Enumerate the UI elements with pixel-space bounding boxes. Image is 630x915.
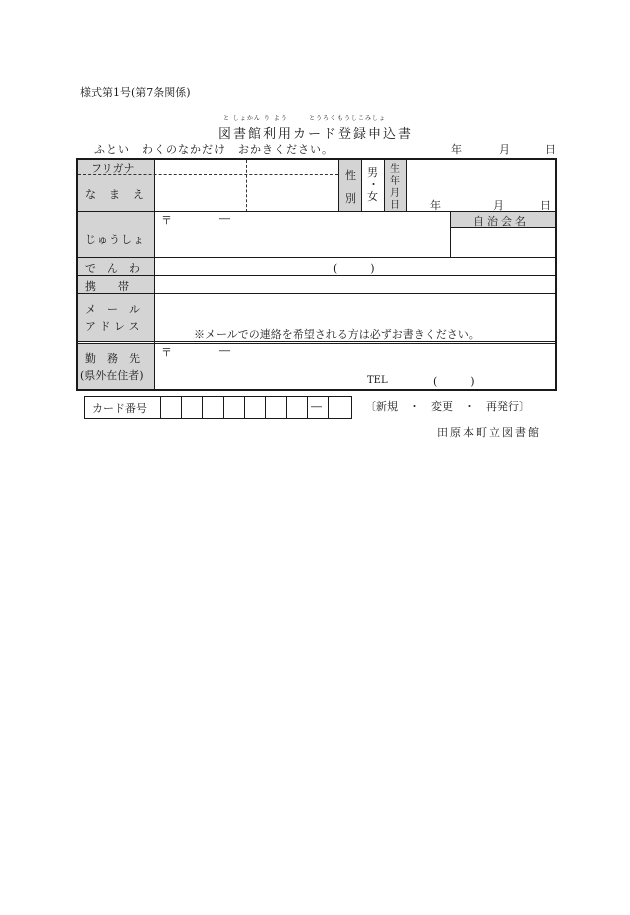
sex-label-bottom: 別	[345, 192, 356, 205]
date-month-label: 月	[499, 143, 510, 156]
birth-day-label: 日	[540, 199, 551, 212]
card-issue-options[interactable]: 〔新規 ・ 変更 ・ 再発行〕	[365, 400, 530, 413]
date-day-label: 日	[545, 143, 556, 156]
birth-right-border	[406, 159, 407, 212]
phone-area-code: ( )	[333, 262, 375, 275]
date-year-label: 年	[451, 143, 462, 156]
name-label: な ま え	[85, 188, 145, 201]
sex-left-border	[338, 159, 339, 212]
work-label-top: 勤 務 先	[85, 352, 140, 365]
table-border-top	[76, 158, 557, 160]
work-postal-mark: 〒	[161, 346, 172, 359]
row-divider-name	[77, 211, 556, 212]
title-ruby-toshokan: と しょかん り よう	[223, 115, 288, 122]
birth-label-4: 日	[390, 200, 400, 211]
phone-label: で ん わ	[85, 262, 140, 275]
birth-left-border	[384, 159, 385, 212]
birth-month-label: 月	[493, 199, 504, 212]
row-divider-phone	[77, 275, 556, 276]
furigana-label: フリガナ	[91, 162, 135, 175]
birth-label-3: 月	[390, 188, 400, 199]
form-id: 様式第1号(第7条関係)	[80, 86, 191, 99]
address-postal-mark: 〒	[161, 214, 172, 227]
sex-option-female[interactable]: 女	[367, 190, 378, 203]
table-border-bottom	[76, 389, 557, 391]
card-digit-divider	[328, 397, 329, 418]
row-divider-email-2	[77, 343, 556, 344]
work-tel-area-code: ( )	[433, 375, 475, 388]
card-digit-divider	[265, 397, 266, 418]
card-digit-divider	[286, 397, 287, 418]
birth-label-1: 生	[390, 164, 400, 175]
card-number-dash: ―	[311, 400, 322, 413]
row-divider-address	[77, 257, 556, 258]
email-label-bottom: ア ド レ ス	[85, 320, 140, 333]
title-ruby-touroku: とうろくもうしこみしょ	[309, 115, 387, 122]
form-title: 図書館利用カード登録申込書	[218, 127, 414, 142]
address-postal-dash: ―	[219, 212, 230, 225]
instruction-text: ふとい わくのなかだけ おかきください。	[94, 143, 334, 156]
name-split-divider	[246, 160, 247, 212]
row-divider-mobile	[77, 293, 556, 294]
email-label-top: メ ー ル	[85, 303, 140, 316]
jichikai-label: 自治会名	[473, 215, 529, 228]
sex-option-dot: ・	[368, 178, 379, 191]
sex-option-male[interactable]: 男	[367, 166, 378, 179]
birth-year-label: 年	[430, 199, 441, 212]
application-form-table	[0, 0, 630, 420]
jichikai-left-border	[450, 212, 451, 257]
card-number-label: カード番号	[92, 402, 147, 415]
mobile-label: 携 帯	[85, 280, 129, 293]
email-note: ※メールでの連絡を希望される方は必ずお書きください。	[194, 328, 480, 341]
work-tel-label: TEL	[367, 375, 388, 386]
address-label: じゅうしょ	[85, 233, 145, 246]
sex-label-top: 性	[345, 169, 356, 182]
sex-mid-border	[361, 159, 362, 212]
card-digit-divider	[160, 397, 161, 418]
birth-label-2: 年	[390, 176, 400, 187]
card-digit-divider	[202, 397, 203, 418]
work-postal-dash: ―	[219, 344, 230, 357]
library-name-footer: 田原本町立図書館	[437, 426, 541, 439]
card-digit-divider	[307, 397, 308, 418]
work-label-bottom: (県外在住者)	[80, 369, 144, 382]
card-digit-divider	[223, 397, 224, 418]
card-digit-divider	[181, 397, 182, 418]
card-digit-divider	[244, 397, 245, 418]
